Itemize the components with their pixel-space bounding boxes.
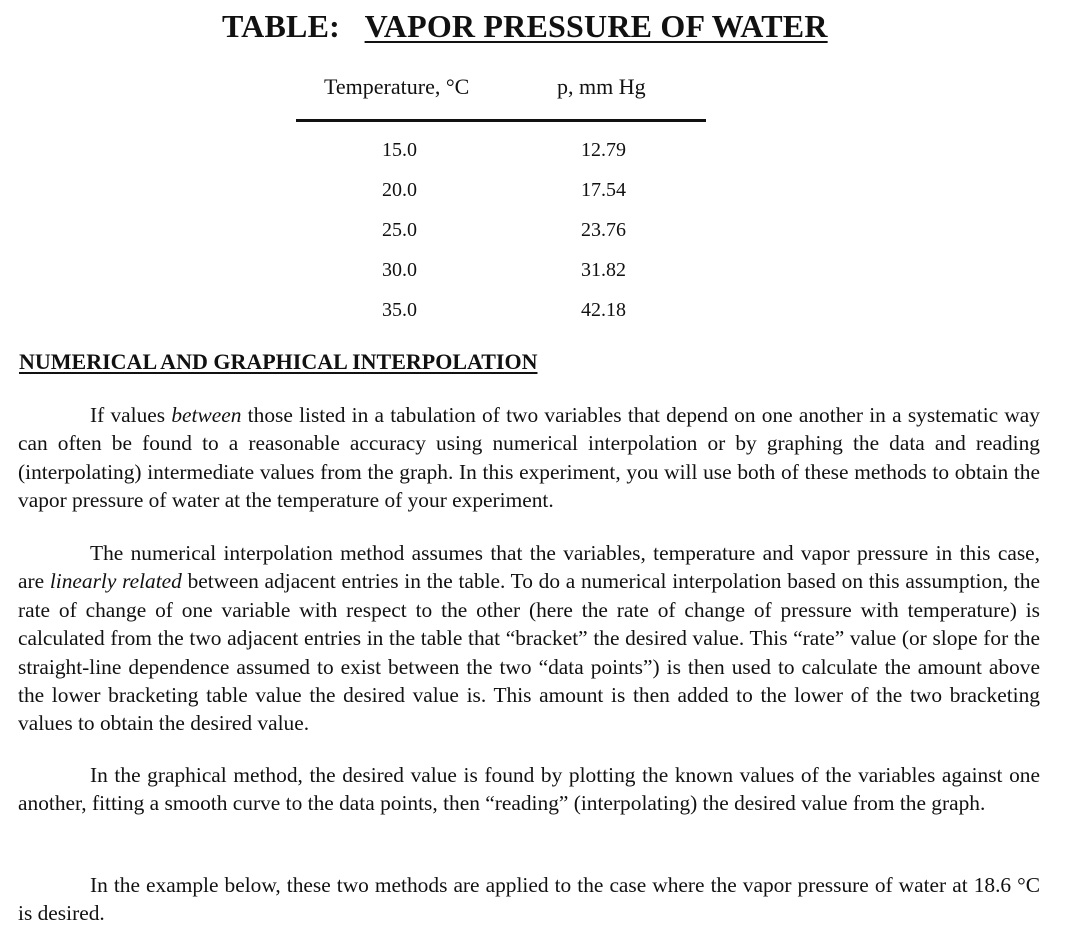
- cell-temperature: 20.0: [382, 179, 417, 201]
- table-row: [0, 139, 1072, 167]
- header-divider: [296, 119, 706, 122]
- cell-temperature: 35.0: [382, 299, 417, 321]
- paragraph-graphical-method: [18, 761, 1040, 818]
- paragraph-text: In the example below, these two methods are applied to the case where the vapor pressure of water at 18.6 °C is desired.: [18, 873, 1040, 926]
- paragraph-example: [18, 871, 1040, 928]
- paragraph-numerical-method: [18, 539, 1040, 738]
- emphasis-text: between: [171, 403, 242, 427]
- cell-temperature: 30.0: [382, 259, 417, 281]
- section-heading: NUMERICAL AND GRAPHICAL INTERPOLATION: [19, 349, 538, 374]
- title-main: VAPOR PRESSURE OF WATER: [364, 8, 828, 44]
- title-prefix: TABLE:: [222, 8, 340, 44]
- paragraph-intro: [18, 401, 1040, 515]
- paragraph-text: those listed in a tabulation of two variables that depend on one another in a systematic way can often be found to a reasonable accuracy using numerical interpolation or by graphing the data and reading (interpolating) intermediate values from the graph. In this experiment, you will use both of these methods to obtain the vapor pressure of water at the temperature of your experiment.: [18, 403, 1040, 513]
- table-row: [0, 219, 1072, 247]
- table-row: [0, 299, 1072, 327]
- cell-pressure: 23.76: [581, 219, 626, 241]
- column-header-pressure: p, mm Hg: [557, 74, 646, 99]
- cell-pressure: 17.54: [581, 179, 626, 201]
- table-row: [0, 179, 1072, 207]
- emphasis-text: linearly related: [49, 569, 182, 594]
- cell-pressure: 12.79: [581, 139, 626, 161]
- cell-pressure: 42.18: [581, 299, 626, 321]
- page-title: [222, 8, 828, 45]
- paragraph-text: If values: [90, 403, 172, 427]
- cell-temperature: 25.0: [382, 219, 417, 241]
- column-header-temperature: Temperature, °C: [324, 74, 470, 99]
- paragraph-text: In the graphical method, the desired value is found by plotting the known values of the variables against one another, fitting a smooth curve to the data points, then “reading” (interpolating) the desired value from the graph.: [18, 763, 1040, 816]
- cell-pressure: 31.82: [581, 259, 626, 281]
- paragraph-text: The numerical interpolation method assumes that the variables, temperature and vapor pressure in this case, are: [18, 541, 1040, 594]
- paragraph-text: between adjacent entries in the table. To do a numerical interpolation based on this assumption, the rate of change of one variable with respect to the other (here the rate of change of pressure with temperature) is calculated from the two adjacent entries in the table that “bracket” the desired value. This “rate” value (or slope for the straight-line dependence assumed to exist between the two “data points”) is then used to calculate the amount above the lower bracketing table value the desired value is. This amount is then added to the lower of the two bracketing values to obtain the desired value.: [18, 569, 1040, 736]
- table-row: [0, 259, 1072, 287]
- cell-temperature: 15.0: [382, 139, 417, 161]
